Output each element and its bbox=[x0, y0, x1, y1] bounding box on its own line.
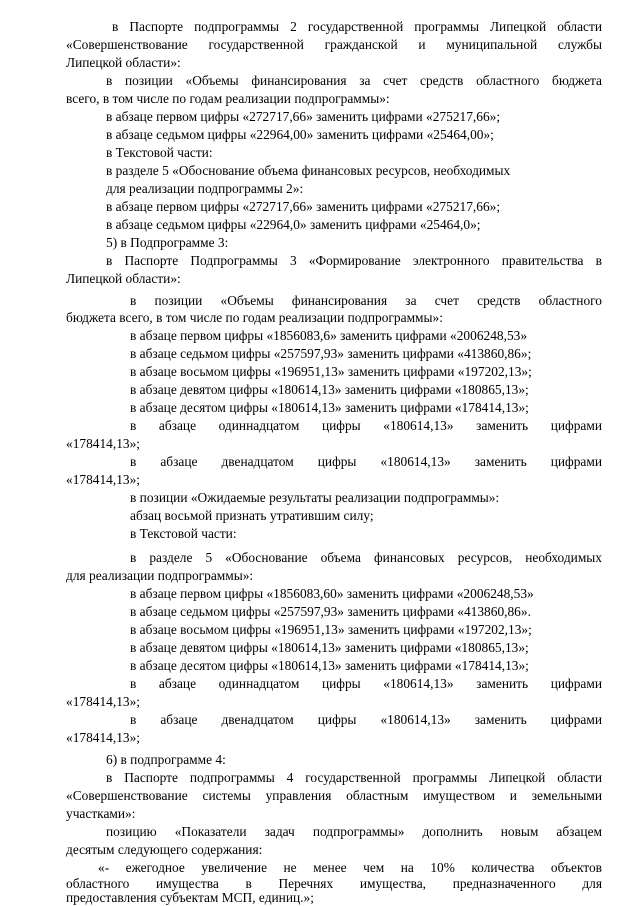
text-line: всего, в том числе по годам реализации подпрограммы»: bbox=[66, 91, 390, 106]
text-line: в позиции «Объемы финансирования за счет средств областного бюджета bbox=[106, 73, 602, 88]
text-line: в абзаце седьмом цифры «257597,93» заменить цифрами «413860,86». bbox=[130, 604, 531, 619]
text-line: 6) в подпрограмме 4: bbox=[106, 752, 226, 767]
text-line: в абзаце первом цифры «1856083,60» заменить цифрами «2006248,53» bbox=[130, 586, 534, 601]
text-line: в позиции «Ожидаемые результаты реализации подпрограммы»: bbox=[130, 490, 500, 505]
text-line: в разделе 5 «Обоснование объема финансовых ресурсов, необходимых bbox=[130, 550, 602, 565]
text-line: в абзаце десятом цифры «180614,13» заменить цифрами «178414,13»; bbox=[130, 400, 529, 415]
text-line: «178414,13»; bbox=[66, 694, 141, 709]
text-line: десятым следующего содержания: bbox=[66, 842, 263, 857]
text-line: «178414,13»; bbox=[66, 436, 141, 451]
text-line: в абзаце одиннадцатом цифры «180614,13» заменить цифрами bbox=[130, 676, 602, 691]
text-line: Липецкой области»: bbox=[66, 55, 181, 70]
text-line: в абзаце девятом цифры «180614,13» заменить цифрами «180865,13»; bbox=[130, 382, 529, 397]
text-line: для реализации подпрограммы»: bbox=[66, 568, 254, 583]
text-line: в Текстовой части: bbox=[130, 526, 237, 541]
text-line: в абзаце двенадцатом цифры «180614,13» заменить цифрами bbox=[130, 712, 602, 727]
text-line: «178414,13»; bbox=[66, 472, 141, 487]
text-line: в абзаце восьмом цифры «196951,13» заменить цифрами «197202,13»; bbox=[130, 622, 532, 637]
text-line: абзац восьмой признать утратившим силу; bbox=[130, 508, 374, 523]
text-line: в абзаце десятом цифры «180614,13» заменить цифрами «178414,13»; bbox=[130, 658, 529, 673]
text-line: в абзаце седьмом цифры «257597,93» заменить цифрами «413860,86»; bbox=[130, 346, 532, 361]
text-line: в абзаце первом цифры «1856083,6» заменить цифрами «2006248,53» bbox=[130, 328, 528, 343]
text-line: «Совершенствование государственной гражданской и муниципальной службы bbox=[66, 37, 602, 52]
text-line: Липецкой области»: bbox=[66, 271, 181, 286]
text-line: в Паспорте подпрограммы 4 государственной программы Липецкой области bbox=[106, 770, 602, 785]
text-line: в абзаце двенадцатом цифры «180614,13» заменить цифрами bbox=[130, 454, 602, 469]
text-line: «- ежегодное увеличение не менее чем на 10% количества объектов bbox=[98, 860, 602, 875]
text-line: участками»: bbox=[66, 806, 136, 821]
text-line: «Совершенствование системы управления областным имуществом и земельными bbox=[66, 788, 602, 803]
text-line: в абзаце одиннадцатом цифры «180614,13» заменить цифрами bbox=[130, 418, 602, 433]
text-line: в позиции «Объемы финансирования за счет средств областного bbox=[130, 293, 602, 308]
text-line: в абзаце седьмом цифры «22964,0» заменить цифрами «25464,0»; bbox=[106, 217, 481, 232]
text-line: бюджета всего, в том числе по годам реализации подпрограммы»: bbox=[66, 310, 443, 325]
text-line: в Паспорте подпрограммы 2 государственной программы Липецкой области bbox=[112, 19, 602, 34]
text-line: в разделе 5 «Обоснование объема финансовых ресурсов, необходимых bbox=[106, 163, 511, 178]
text-line: в абзаце первом цифры «272717,66» заменить цифрами «275217,66»; bbox=[106, 109, 501, 124]
text-line: 5) в Подпрограмме 3: bbox=[106, 235, 229, 250]
text-line: позицию «Показатели задач подпрограммы» дополнить новым абзацем bbox=[106, 824, 602, 839]
text-line: областного имущества в Перечнях имущества, предназначенного для bbox=[66, 876, 602, 891]
text-line: в абзаце седьмом цифры «22964,00» заменить цифрами «25464,00»; bbox=[106, 127, 494, 142]
text-line: для реализации подпрограммы 2»: bbox=[106, 181, 304, 196]
text-line: в абзаце девятом цифры «180614,13» заменить цифрами «180865,13»; bbox=[130, 640, 529, 655]
text-line: предоставления субъектам МСП, единиц.»; bbox=[66, 890, 314, 905]
text-line: в Текстовой части: bbox=[106, 145, 213, 160]
text-line: в Паспорте Подпрограммы 3 «Формирование электронного правительства в bbox=[106, 253, 602, 268]
text-line: «178414,13»; bbox=[66, 730, 141, 745]
text-line: в абзаце первом цифры «272717,66» заменить цифрами «275217,66»; bbox=[106, 199, 501, 214]
text-line: в абзаце восьмом цифры «196951,13» заменить цифрами «197202,13»; bbox=[130, 364, 532, 379]
